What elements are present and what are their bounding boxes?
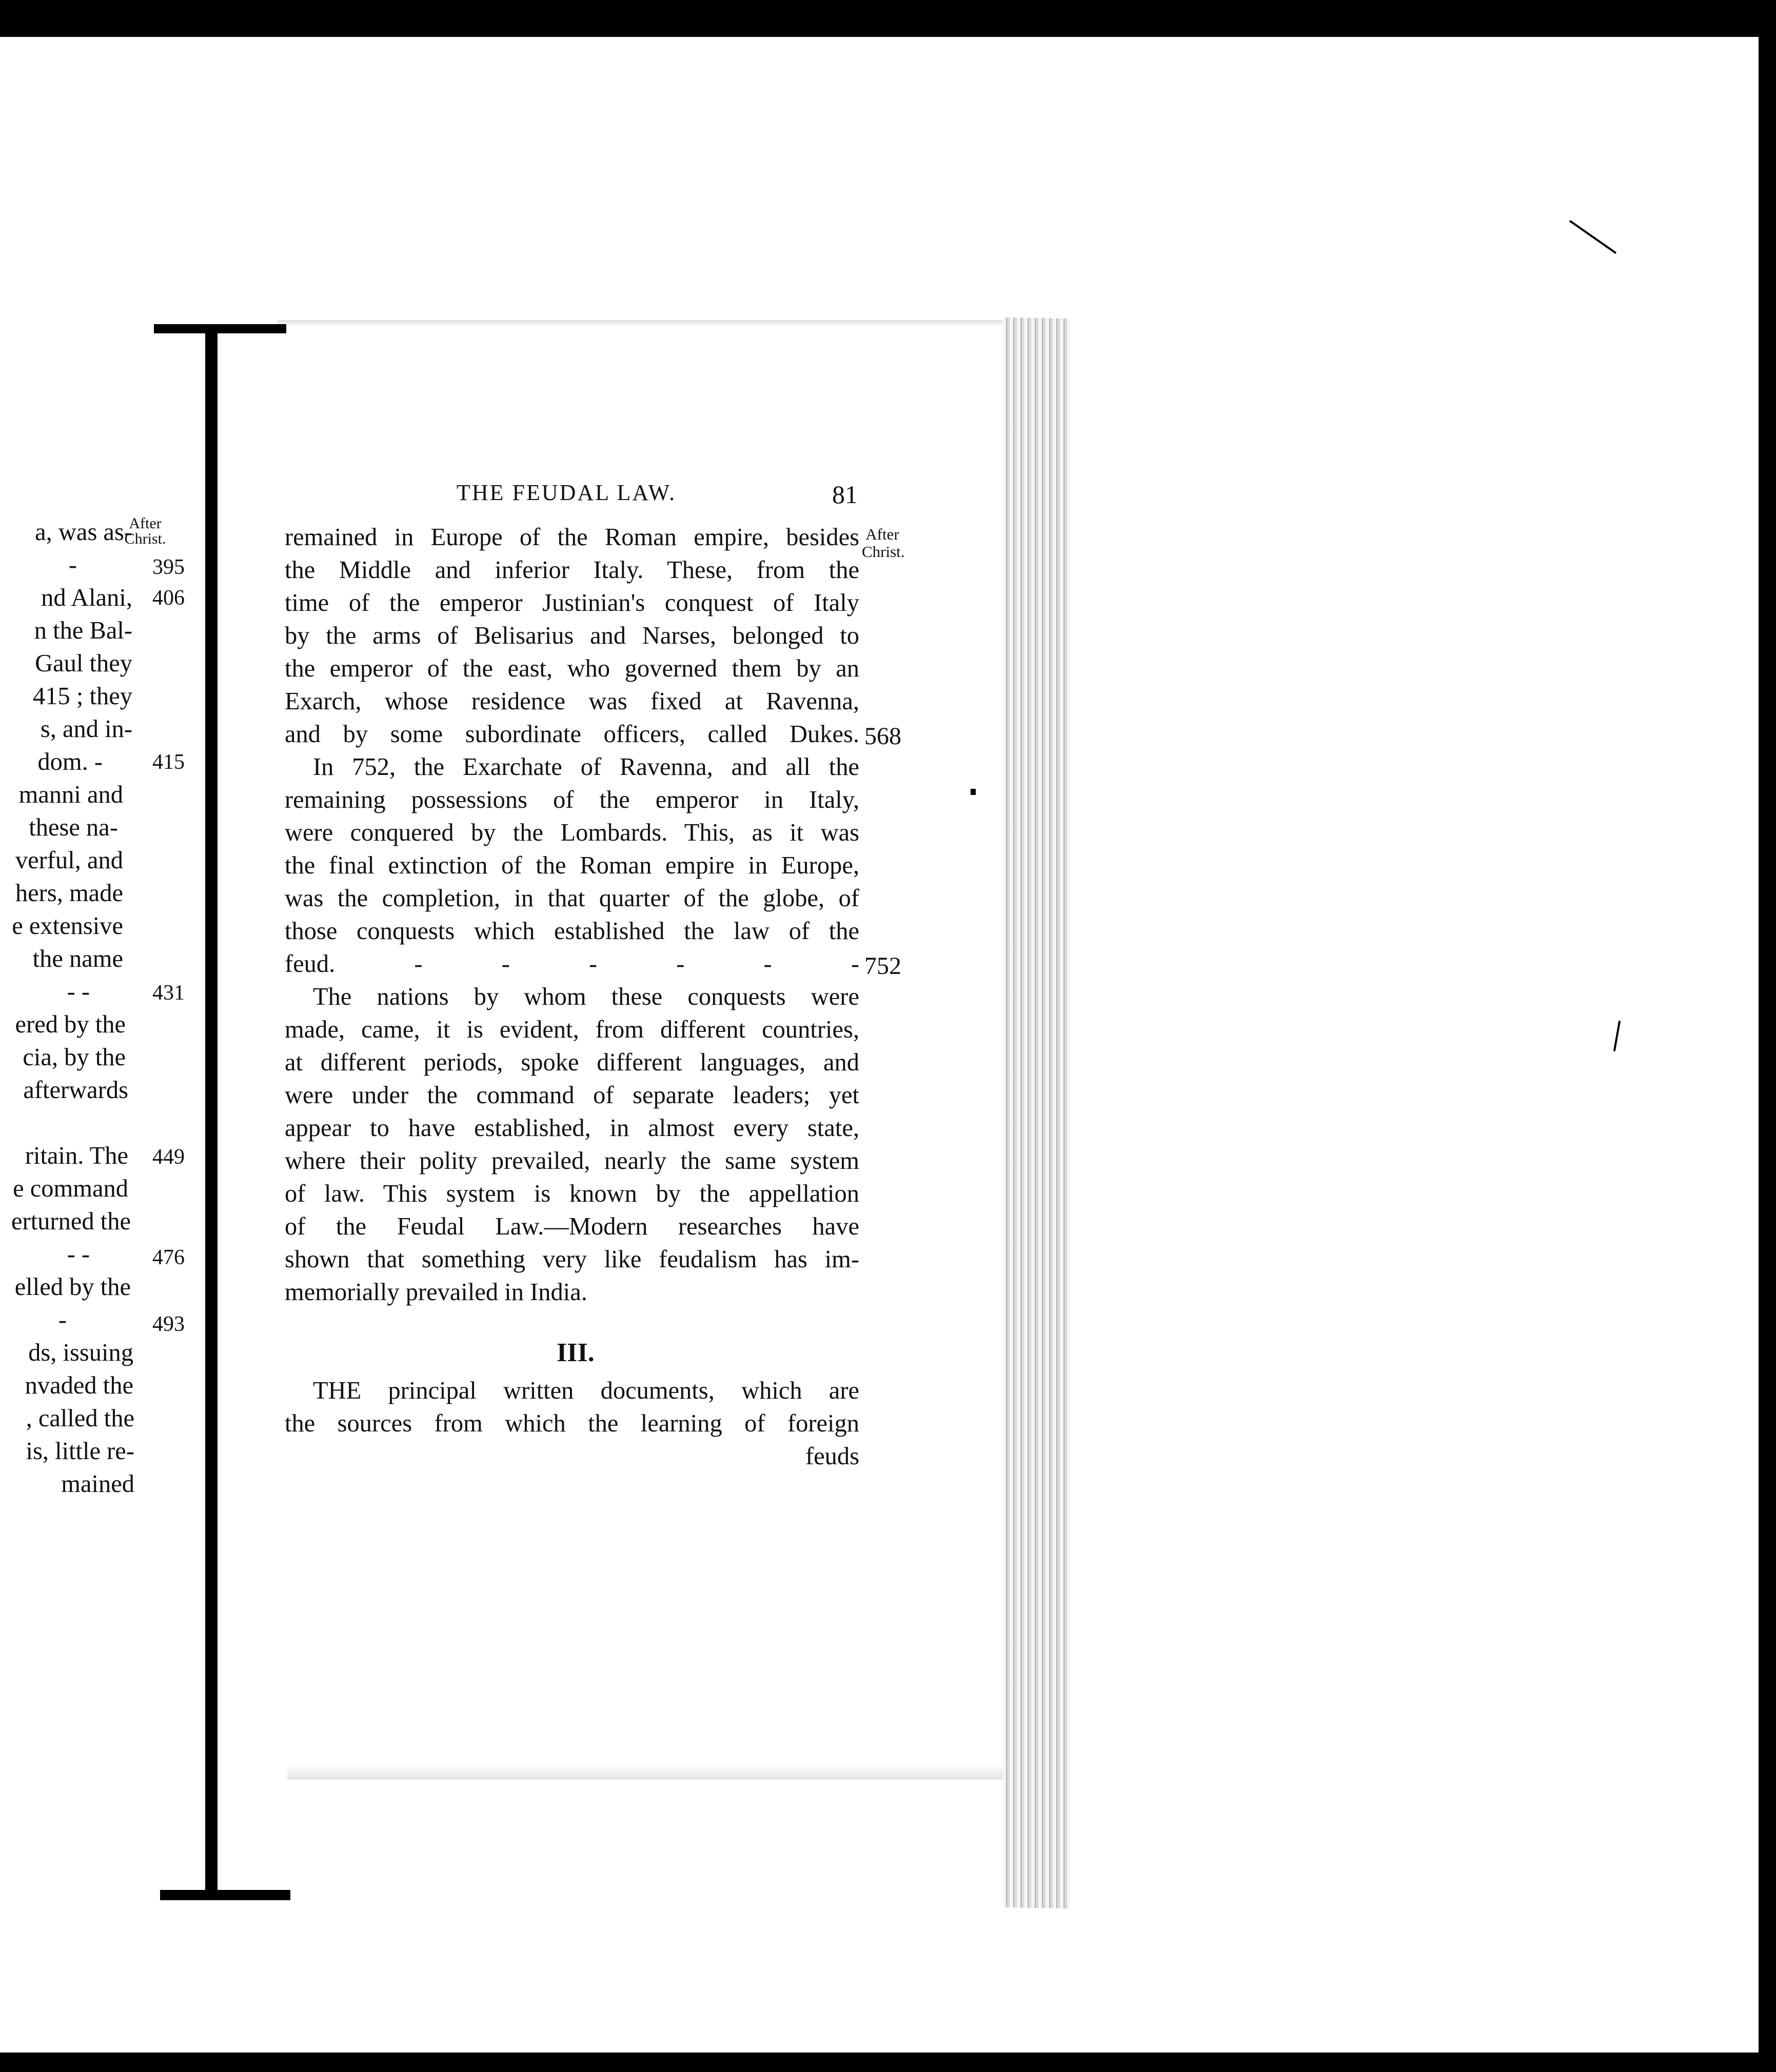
body-line: of law. This system is known by the appellation (285, 1180, 859, 1207)
body-line: those conquests which established the law of the (285, 918, 859, 945)
body-line: made, came, it is evident, from different countries, (285, 1016, 859, 1043)
left-line: , called the (26, 1405, 134, 1432)
scan-border-right (1759, 37, 1776, 2053)
body-line: where their polity prevailed, nearly the same system (285, 1147, 859, 1174)
body-line: Exarch, whose residence was fixed at Ravenna, (285, 688, 859, 715)
left-line: cia, by the (23, 1044, 126, 1071)
body-line: appear to have established, in almost every state, (285, 1114, 859, 1142)
page-top-edge (277, 320, 1016, 326)
left-margin-date: 449 (152, 1145, 185, 1169)
left-line: Gaul they (35, 650, 132, 677)
left-line: 415 ; they (33, 683, 132, 710)
body-line: of the Feudal Law.—Modern researches have (285, 1213, 859, 1240)
left-line: e command (13, 1175, 128, 1202)
left-line: is, little re- (26, 1438, 134, 1465)
body-line: time of the emperor Justinian's conquest of Italy (285, 589, 859, 616)
body-line: were under the command of separate leaders; yet (285, 1082, 859, 1109)
left-line: erturned the (11, 1208, 131, 1235)
left-line: ered by the (15, 1011, 126, 1038)
left-line: dom. - (37, 748, 103, 775)
section-number: III. (557, 1338, 595, 1367)
body-line: at different periods, spoke different languages, and (285, 1049, 859, 1076)
body-line: shown that something very like feudalism has im- (285, 1246, 859, 1273)
left-margin-date: 415 (152, 750, 185, 774)
left-line: - (58, 1306, 67, 1333)
left-line: s, and in- (40, 715, 132, 743)
scan-border-bottom (0, 2053, 1776, 2072)
spine-clamp-top (154, 324, 286, 333)
body-line: by the arms of Belisarius and Narses, belonged to (285, 622, 859, 649)
left-margin-date: 395 (152, 555, 185, 579)
scan-background (0, 37, 1776, 2053)
left-line: nvaded the (25, 1372, 133, 1399)
left-line: manni and (18, 781, 123, 808)
body-line: remained in Europe of the Roman empire, besides (285, 524, 859, 551)
running-head: THE FEUDAL LAW. (457, 480, 677, 505)
left-margin-date: 431 (152, 981, 185, 1005)
left-margin-date: 493 (152, 1312, 185, 1336)
body-line: the Middle and inferior Italy. These, from the (285, 556, 859, 584)
left-line: nd Alani, (41, 584, 132, 611)
left-margin-heading: After Christ. (124, 515, 166, 547)
body-line: memorially prevailed in India. (285, 1279, 587, 1306)
left-line: a, was as- (35, 519, 132, 546)
left-line: verful, and (15, 847, 123, 874)
body-line: were conquered by the Lombards. This, as it was (285, 819, 859, 846)
page-bottom-edge (287, 1764, 1057, 1780)
body-line: and by some subordinate officers, called Dukes. (285, 721, 859, 748)
left-line: - (68, 551, 77, 579)
left-line: afterwards (23, 1077, 128, 1104)
right-margin-date: 568 (864, 723, 901, 750)
left-margin-date: 476 (152, 1246, 185, 1269)
body-line: the sources from which the learning of foreign (285, 1410, 859, 1437)
left-line: elled by the (14, 1273, 131, 1301)
left-line: - - (67, 978, 90, 1005)
left-line: ritain. The (25, 1142, 128, 1169)
stray-mark (971, 789, 976, 795)
body-line: feud. - - - - - - (285, 950, 859, 978)
body-line: The nations by whom these conquests were (313, 983, 859, 1010)
body-line: In 752, the Exarchate of Ravenna, and all the (313, 753, 859, 781)
left-margin-date: 406 (152, 586, 185, 610)
left-line: ds, issuing (28, 1339, 133, 1366)
spine-clamp-bottom (160, 1890, 290, 1900)
spine-clamp-bar (205, 328, 218, 1898)
left-line: - - (67, 1241, 90, 1268)
left-line: e extensive (12, 912, 123, 940)
right-margin-heading: After Christ. (862, 525, 905, 561)
body-line: the emperor of the east, who governed them by an (285, 655, 859, 682)
left-line: hers, made (15, 880, 123, 907)
left-line: mained (61, 1470, 134, 1498)
page-number: 81 (832, 480, 858, 509)
catchword: feuds (805, 1443, 859, 1470)
body-line: was the completion, in that quarter of the globe, of (285, 885, 859, 912)
left-line: the name (32, 945, 123, 972)
left-line: these na- (29, 814, 118, 841)
left-line: n the Bal- (34, 617, 132, 644)
book-fore-edge (1003, 317, 1070, 1908)
body-line: THE principal written documents, which are (313, 1377, 859, 1404)
body-line: remaining possessions of the emperor in Italy, (285, 786, 859, 813)
right-margin-date: 752 (864, 952, 901, 980)
body-line: the final extinction of the Roman empire in Europe, (285, 852, 859, 879)
